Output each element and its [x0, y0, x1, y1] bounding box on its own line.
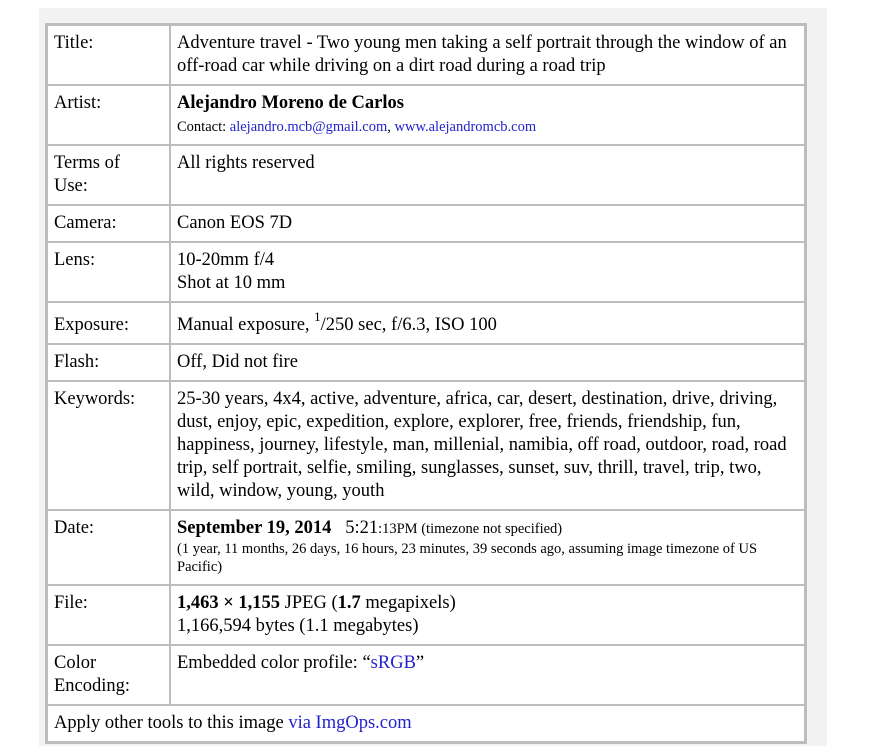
- row-file: [47, 585, 805, 645]
- color-label: [47, 645, 170, 705]
- terms-value: All rights reserved: [170, 145, 805, 205]
- color-prefix: Embedded color profile: “: [177, 653, 371, 673]
- title-value: Adventure travel - Two young men taking a self portrait through the window of an off-road car while driving on a dirt road during a road trip: [170, 25, 805, 85]
- row-title: [47, 25, 805, 85]
- footer-text: Apply other tools to this image: [54, 713, 289, 733]
- file-mp-suffix: megapixels): [360, 593, 456, 613]
- lens-model: 10-20mm f/4: [177, 250, 275, 270]
- artist-label: Artist:: [47, 85, 170, 145]
- color-label-line1: Color: [54, 653, 97, 673]
- file-megapixels: 1.7: [337, 593, 361, 613]
- flash-value: Off, Did not fire: [170, 344, 805, 381]
- date-ago: (1 year, 11 months, 26 days, 16 hours, 23 minutes, 39 seconds ago, assuming image timezone of US Pacific): [177, 541, 758, 575]
- color-profile-link[interactable]: sRGB: [370, 653, 416, 673]
- lens-value: [170, 242, 805, 302]
- row-artist: [47, 85, 805, 145]
- row-lens: [47, 242, 805, 302]
- file-label: File:: [47, 585, 170, 645]
- lens-focal: Shot at 10 mm: [177, 273, 286, 293]
- contact-prefix: Contact:: [177, 119, 230, 135]
- row-color-encoding: [47, 645, 805, 705]
- date-time-rest: :13PM: [378, 521, 418, 537]
- color-suffix: ”: [415, 653, 425, 673]
- artist-website-link[interactable]: www.alejandromcb.com: [394, 119, 537, 135]
- row-camera: [47, 205, 805, 242]
- exposure-numerator: 1: [314, 308, 321, 324]
- terms-label-line2: Use:: [54, 176, 88, 196]
- lens-label: Lens:: [47, 242, 170, 302]
- date-tz-note: (timezone not specified): [417, 521, 563, 537]
- file-bytes: 1,166,594 bytes (1.1 megabytes): [177, 616, 419, 636]
- terms-label-line1: Terms of: [54, 153, 121, 173]
- file-format: JPEG (: [280, 593, 338, 613]
- flash-label: Flash:: [47, 344, 170, 381]
- keywords-value: 25-30 years, 4x4, active, adventure, africa, car, desert, destination, drive, driving, dust, enjoy, epic, expedition, explore, explorer, free, friends, friendship, fun, happiness, journey, lifestyle, man, millenial, namibia, off road, outdoor, road, road trip, self portrait, selfie, smiling, sunglasses, sunset, suv, thrill, travel, trip, two, wild, window, young, youth: [170, 381, 805, 510]
- file-dimensions: 1,463 × 1,155: [177, 593, 281, 613]
- artist-contact: [177, 119, 536, 135]
- contact-separator: ,: [387, 119, 395, 135]
- row-keywords: [47, 381, 805, 510]
- title-label: Title:: [47, 25, 170, 85]
- terms-label: [47, 145, 170, 205]
- exposure-value: [170, 302, 805, 344]
- exposure-label: Exposure:: [47, 302, 170, 344]
- camera-label: Camera:: [47, 205, 170, 242]
- row-footer: [47, 705, 805, 742]
- image-metadata-table: [45, 23, 807, 744]
- footer-cell: [47, 705, 805, 742]
- color-label-line2: Encoding:: [54, 676, 131, 696]
- camera-value: Canon EOS 7D: [170, 205, 805, 242]
- artist-name: Alejandro Moreno de Carlos: [177, 93, 404, 113]
- date-value: [170, 510, 805, 585]
- row-flash: [47, 344, 805, 381]
- date-day: September 19, 2014: [177, 518, 332, 538]
- date-label: Date:: [47, 510, 170, 585]
- row-exposure: [47, 302, 805, 344]
- date-time-main: 5:21: [345, 518, 379, 538]
- exposure-prefix: Manual exposure,: [177, 315, 315, 335]
- keywords-label: Keywords:: [47, 381, 170, 510]
- artist-value: [170, 85, 805, 145]
- imgops-link[interactable]: via ImgOps.com: [288, 713, 412, 733]
- row-terms: [47, 145, 805, 205]
- file-value: [170, 585, 805, 645]
- color-value: [170, 645, 805, 705]
- exposure-suffix: /250 sec, f/6.3, ISO 100: [320, 315, 497, 335]
- artist-email-link[interactable]: alejandro.mcb@gmail.com: [229, 119, 388, 135]
- row-date: [47, 510, 805, 585]
